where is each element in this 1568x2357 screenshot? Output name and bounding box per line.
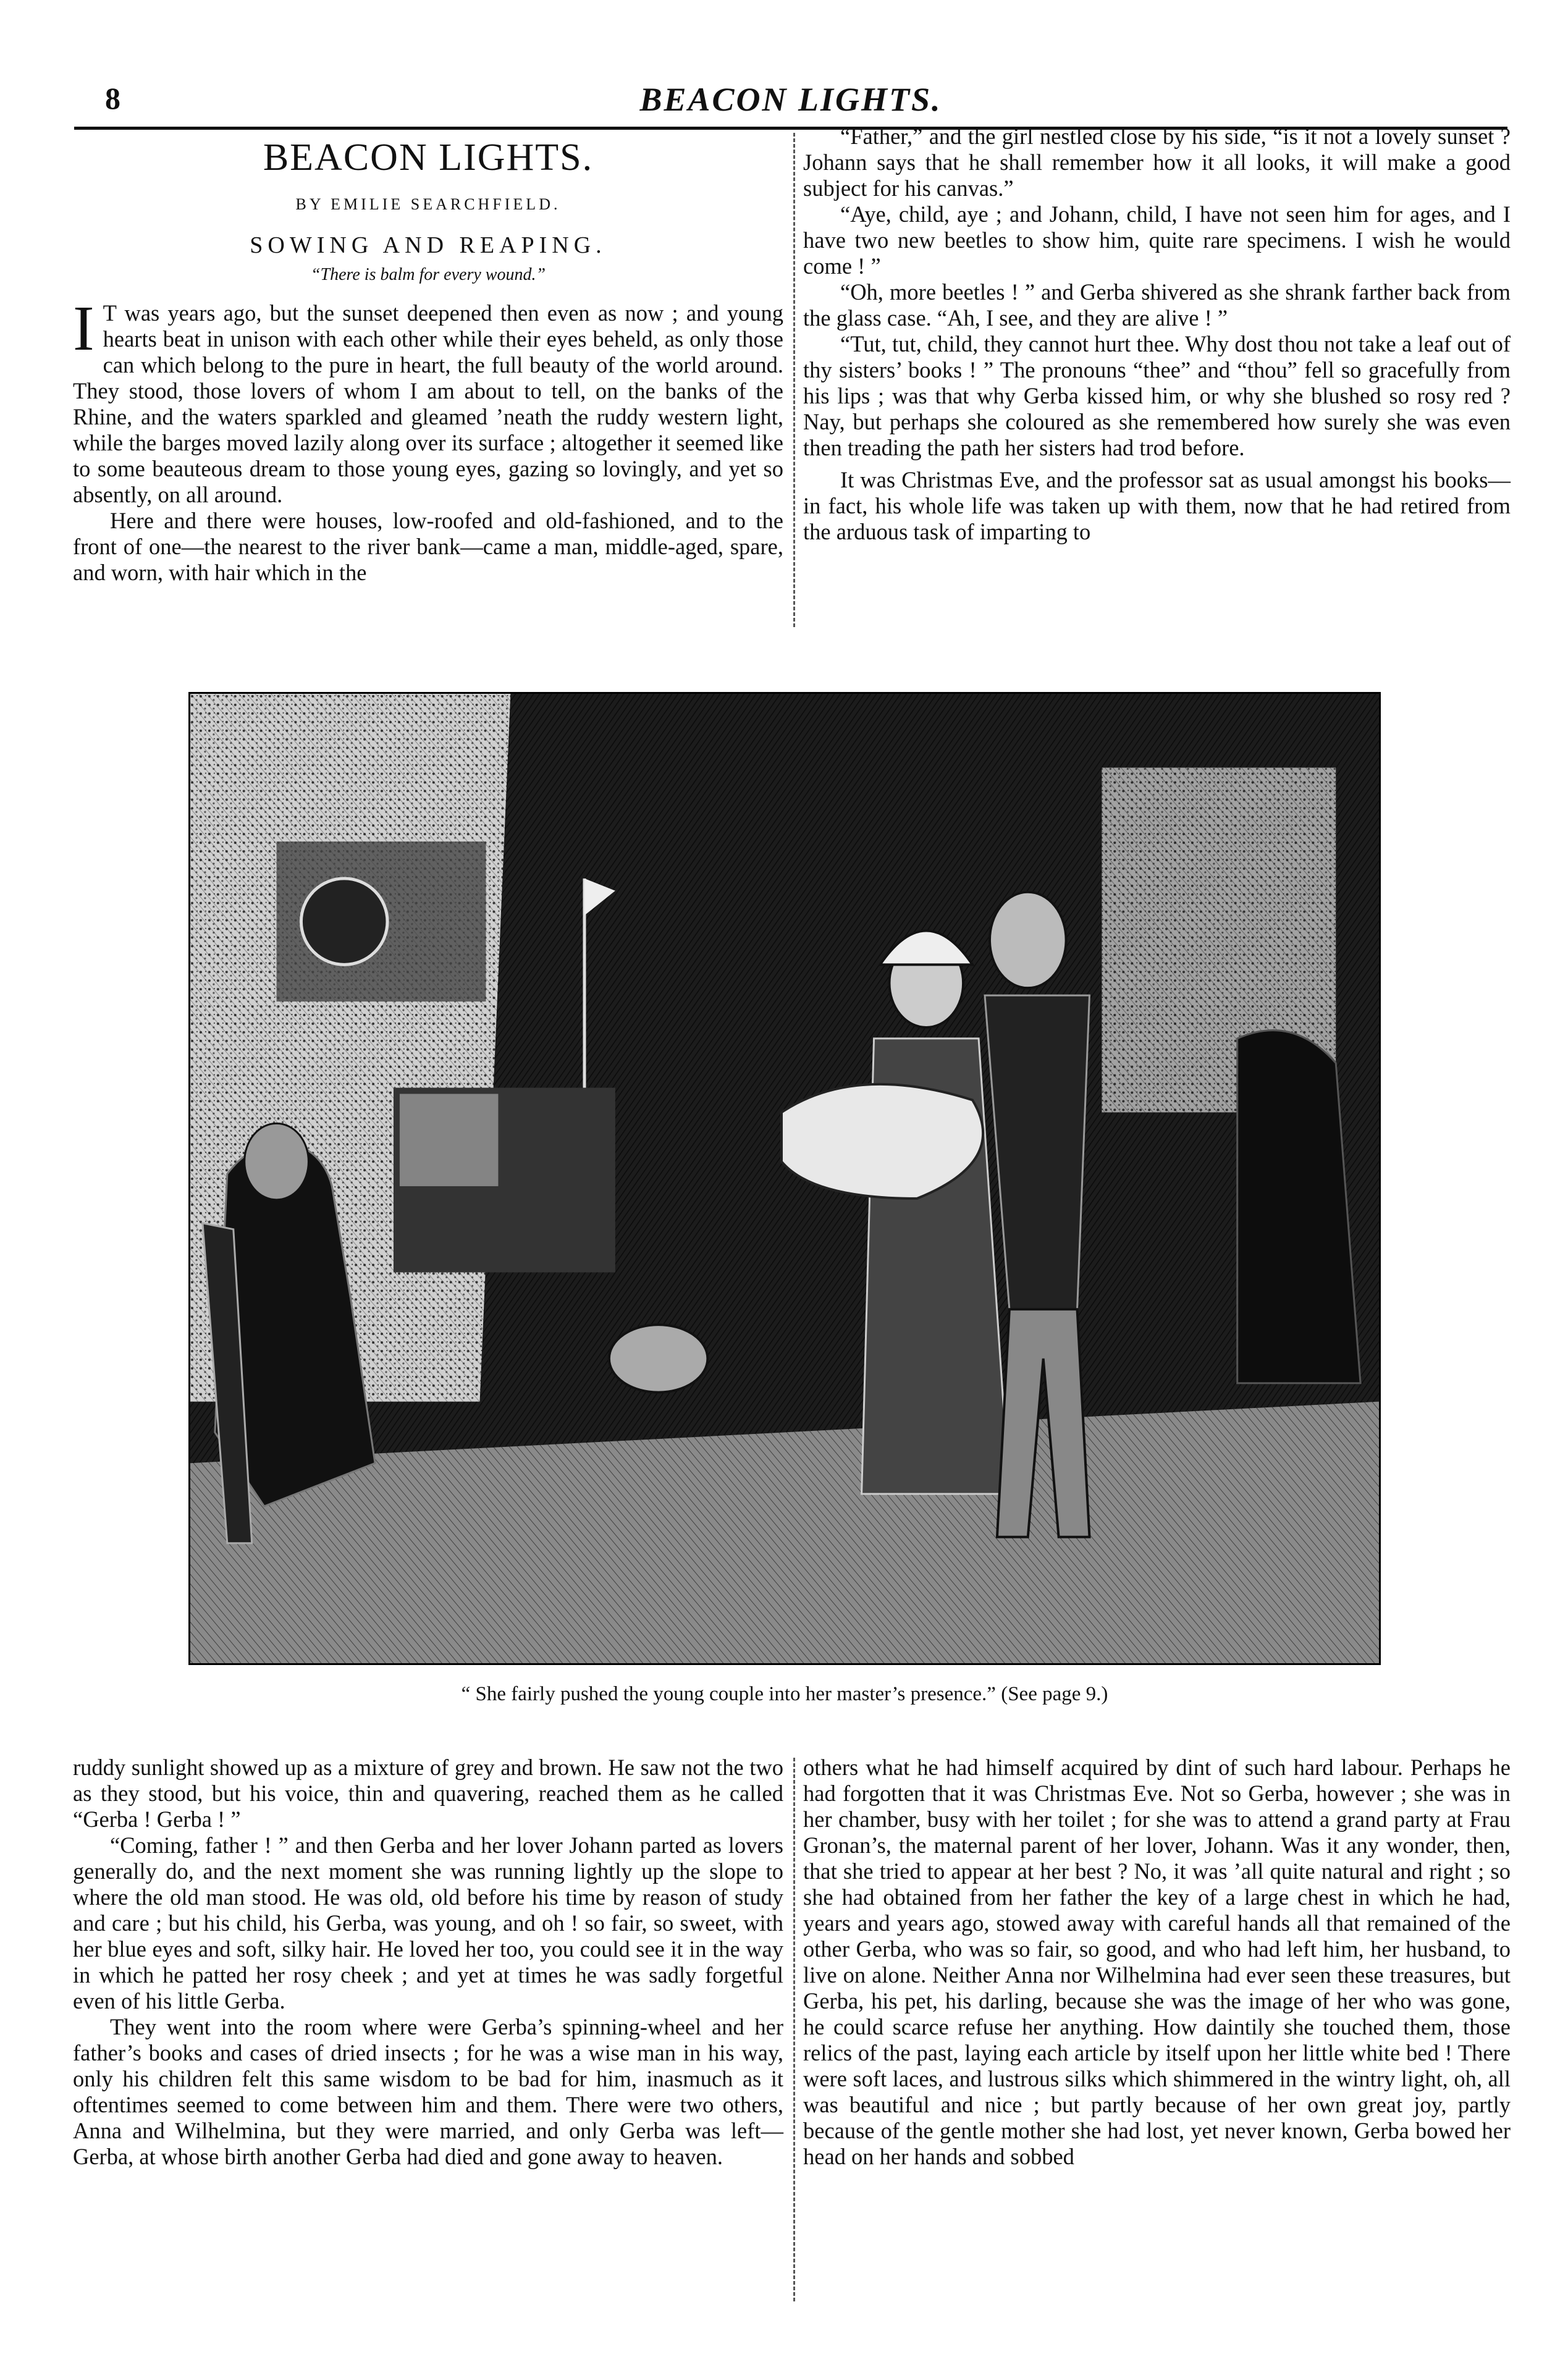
article-title: BEACON LIGHTS.: [263, 137, 594, 179]
paragraph: others what he had himself acquired by dint of such hard labour. Perhaps he had forgotten that it was Christmas Eve. Not so Gerba, however ; she was in her chamber, busy with her toilet ; for she was to attend a grand party at Frau Gronan’s, the maternal parent of her lover, Johann. Was it any wonder, then, that she tried to appear at her best ? No, it was ’all quite natural and right ; so she had obtained from her father the key of a large chest in which he had, years and years ago, stowed away with careful hands all that remained of the other Gerba, who was so fair, so good, and who had left him, her husband, to live on alone. Neither Anna nor Wilhelmina had ever seen these treasures, but Gerba, his pet, his darling, because she was the image of her who was gone, he could scarce refuse her anything. How daintily she touched them, those relics of the past, laying each article by itself upon her little white bed ! There were soft laces, and lustrous silks which shimmered in the wintry light, oh, all was beautiful and nice ; but partly because of her own great joy, partly because of the gentle mother she had lost, yet never known, Gerba bowed her head on her hands and sobbed: [803, 1755, 1511, 2169]
paragraph: Here and there were houses, low-roofed and old-fashioned, and to the front of one—the nearest to the river bank—came a man, middle-aged, spare, and worn, with hair which in the: [73, 508, 783, 585]
paragraph: “Coming, father ! ” and then Gerba and her lover Johann parted as lovers generally do, and the next moment she was running lightly up the slope to where the old man stood. He was old, old before his time by reason of study and care ; but his child, his Gerba, was young, and oh ! so fair, so sweet, with her blue eyes and soft, silky hair. He loved her too, you could see it in the way in which he patted her rosy cheek ; and yet at times he was sadly forgetful even of his little Gerba.: [73, 1832, 783, 2013]
epigraph: “There is balm for every wound.”: [310, 265, 546, 284]
right-column-top: [803, 124, 1511, 545]
paragraph: “Oh, more beetles ! ” and Gerba shivered as she shrank farther back from the glass case. “Ah, I see, and they are alive ! ”: [803, 279, 1511, 331]
old-man-head: [245, 1123, 309, 1200]
paragraph: It was Christmas Eve, and the professor sat as usual amongst his books—in fact, his whole life was taken up with them, now that he had retired from the arduous task of imparting to: [803, 467, 1511, 544]
paragraph-text: T was years ago, but the sunset deepened then even as now ; and young hearts beat in unison with each other while their eyes beheld, as only those can which belong to the pure in heart, the full beauty of the world around. They stood, those lovers of whom I am about to tell, on the banks of the Rhine, and the waters sparkled and gleamed ’neath the ruddy western light, while the barges moved lazily along over its surface ; altogether it seemed like to some beauteous dream to those young eyes, gazing so lovingly, and yet so absently, on all around.: [73, 300, 783, 507]
wall-wreath: [301, 879, 387, 964]
paragraph: ruddy sunlight showed up as a mixture of grey and brown. He saw not the two as they stood, but his voice, thin and quavering, reached them as he called “Gerba ! Gerba ! ”: [73, 1755, 783, 1832]
section-title: SOWING AND REAPING.: [250, 232, 607, 258]
running-head: [74, 80, 1507, 124]
article-byline: BY EMILIE SEARCHFIELD.: [295, 195, 561, 213]
young-man-head: [990, 892, 1066, 988]
drop-cap: I: [73, 293, 95, 364]
basket: [609, 1325, 708, 1393]
paragraph: They went into the room where were Gerba’s spinning-wheel and her father’s books and cases of dried insects ; for he was a wise man in his way, only his children felt this same wisdom to be bad for him, inasmuch as it oftentimes seemed to come between him and them. There were two others, Anna and Wilhelmina, but they were married, and only Gerba was left—Gerba, at whose birth another Gerba had died and gone away to heaven.: [73, 2014, 783, 2169]
running-title: BEACON LIGHTS.: [639, 81, 942, 118]
column-divider-bottom: [793, 1758, 795, 2301]
engraving-illustration: [188, 692, 1381, 1665]
right-column-bottom: [803, 1755, 1511, 2170]
paragraph: “Tut, tut, child, they cannot hurt thee. Why dost thou not take a leaf out of thy sisters’ books ! ” The pronouns “thee” and “thou” fell so gracefully from his lips ; was that why Gerba kissed him, or why she blushed so rosy red ? Nay, but perhaps she coloured as she remembered how surely she was even then treading the path her sisters had trod before.: [803, 331, 1511, 460]
illustration-caption: “ She fairly pushed the young couple into her master’s presence.” (See page 9.): [461, 1683, 1108, 1705]
paragraph: “Father,” and the girl nestled close by his side, “is it not a lovely sunset ? Johann says that he shall remember how it all looks, it will make a good subject for his canvas.”: [803, 124, 1511, 201]
page-number: 8: [105, 81, 120, 116]
paragraph: “Aye, child, aye ; and Johann, child, I have not seen him for ages, and I have two new beetles to show him, quite rare specimens. I wish he would come ! ”: [803, 201, 1511, 279]
bookshelf-light: [400, 1094, 499, 1186]
engraving-scene: [190, 694, 1379, 1663]
left-column-top: [73, 130, 783, 586]
column-divider-top: [793, 133, 795, 627]
bundle-of-linen: [782, 1084, 983, 1199]
paragraph: [73, 293, 783, 508]
left-column-bottom: [73, 1755, 783, 2170]
